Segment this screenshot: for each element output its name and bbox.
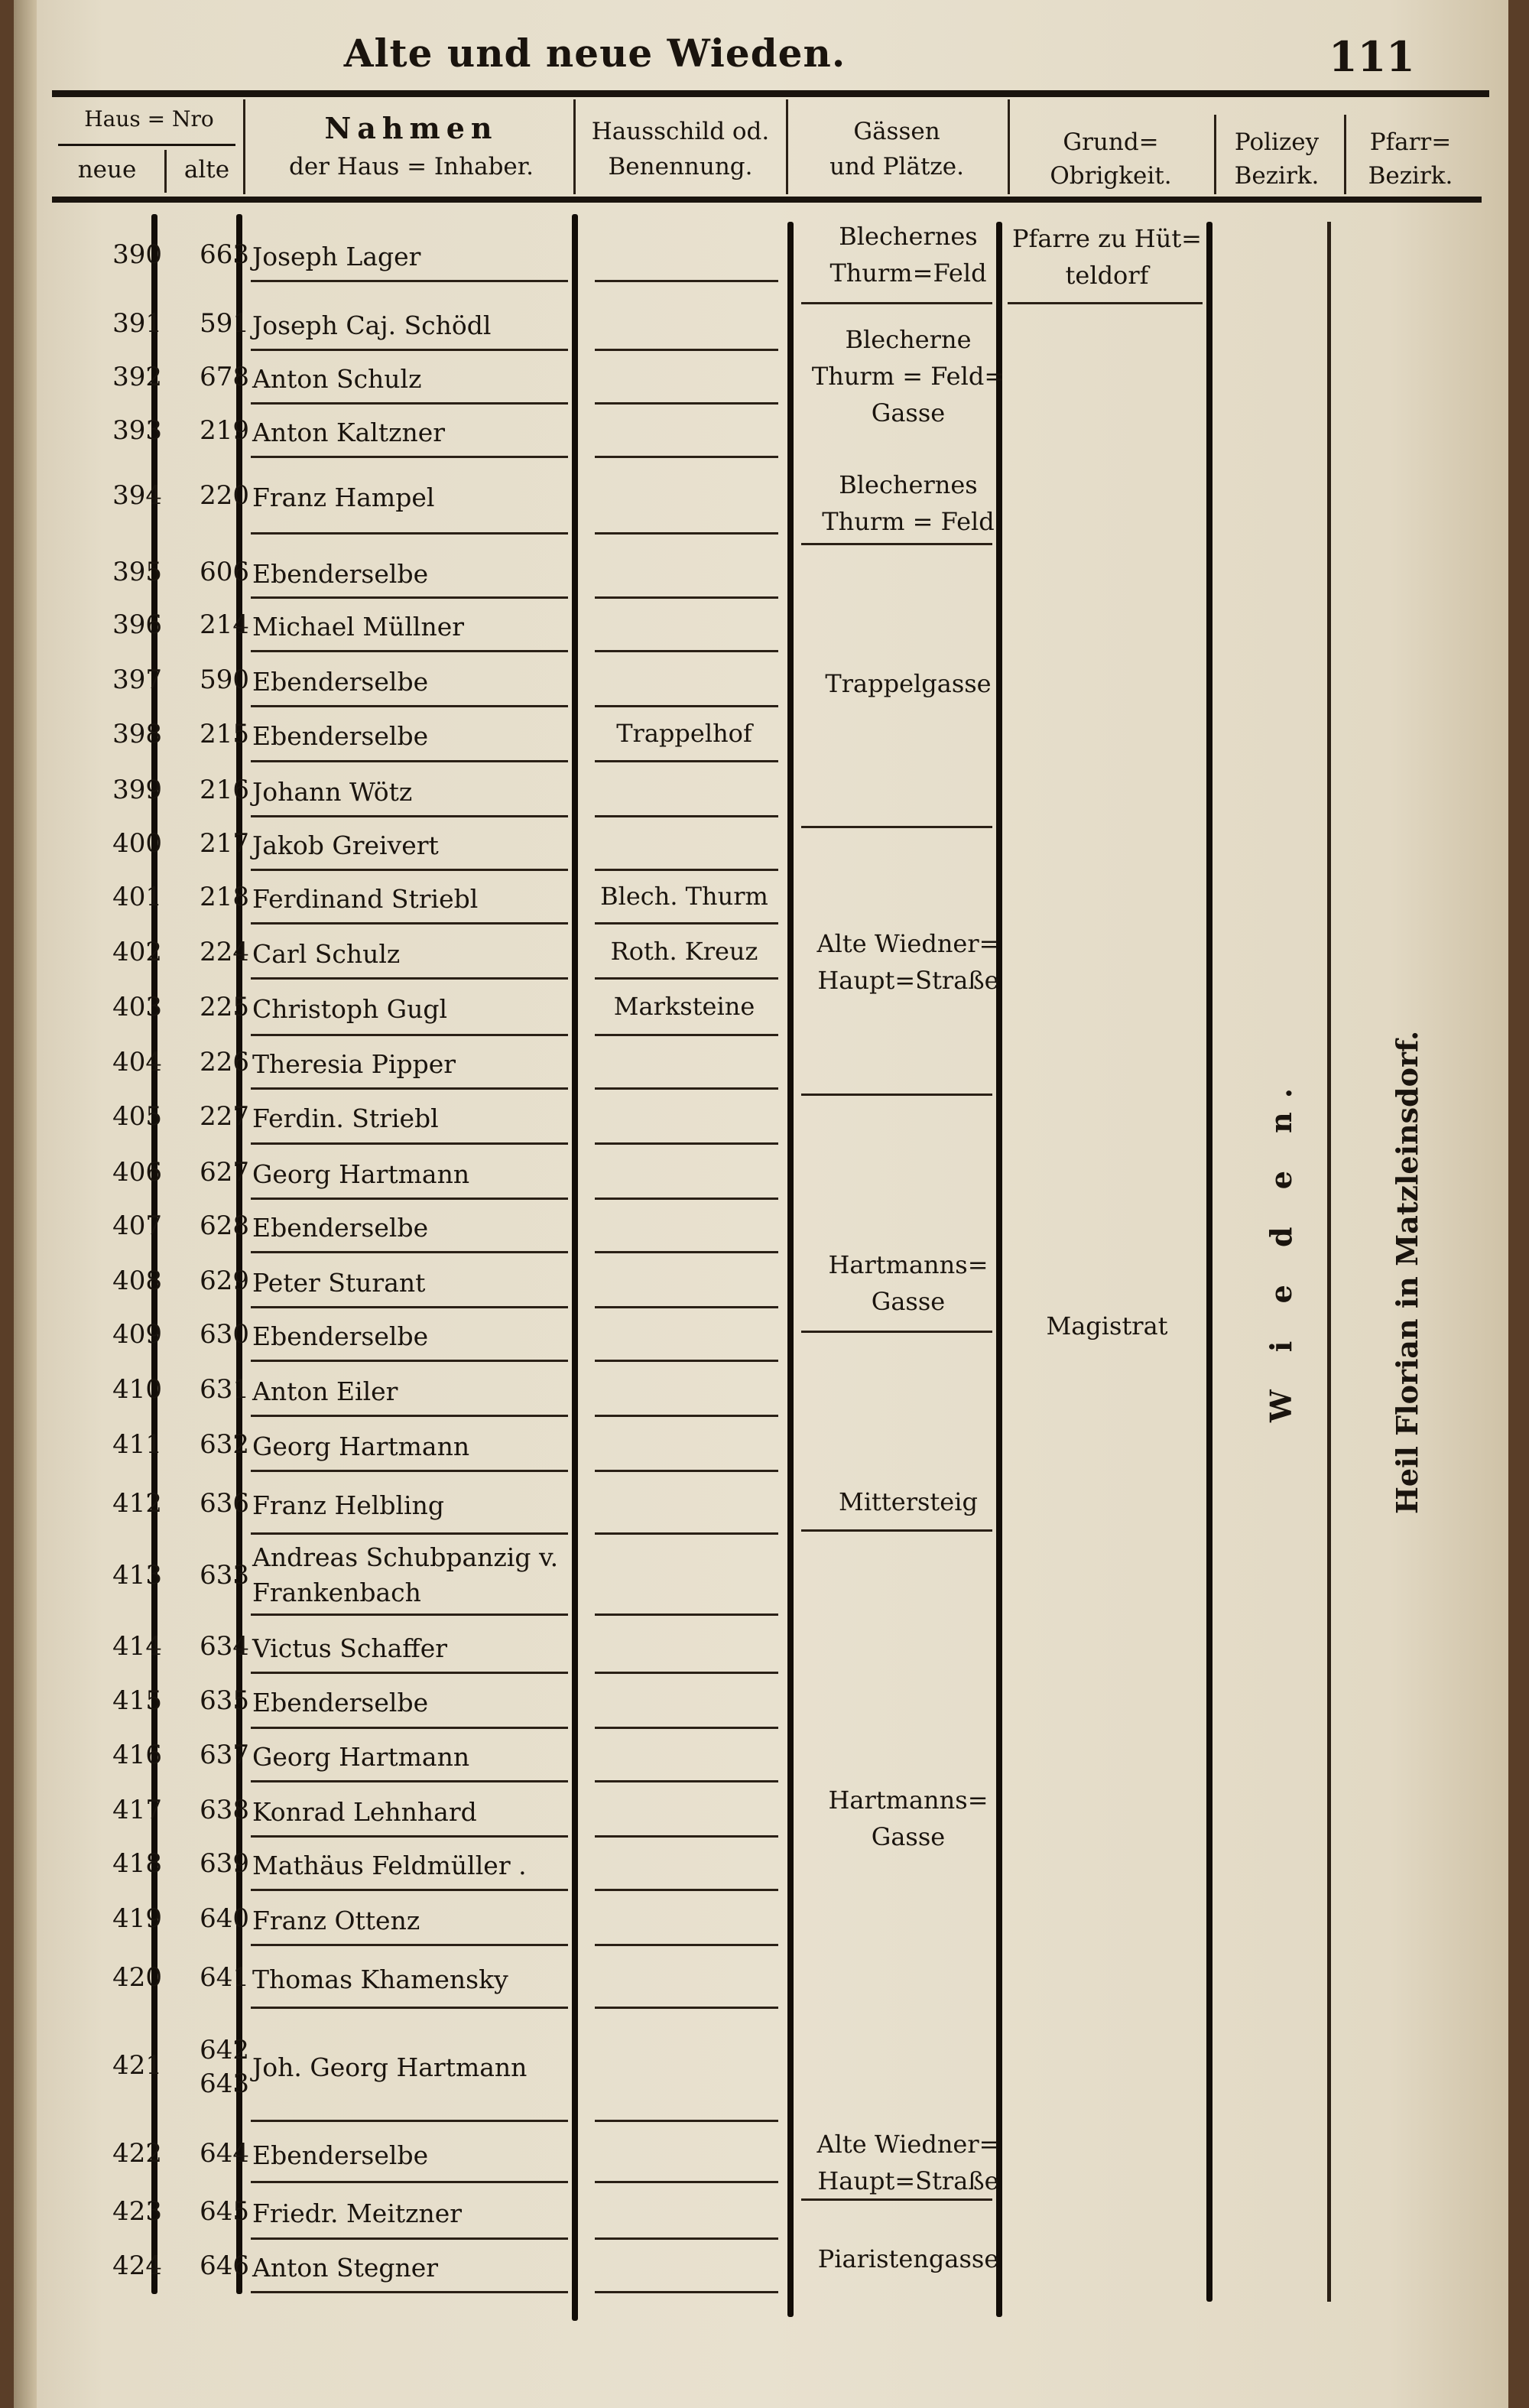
house-number-old: 224 — [200, 937, 249, 967]
street-rule — [801, 1529, 992, 1532]
row-rule — [251, 1532, 568, 1535]
sign-rule — [595, 1142, 778, 1145]
book-page — [14, 0, 1508, 2408]
house-number-new: 418 — [112, 1848, 162, 1879]
sign-rule — [595, 456, 778, 458]
col-inhaber: der Haus = Inhaber. — [288, 153, 534, 180]
sign-rule — [595, 922, 778, 925]
house-number-old: 218 — [200, 882, 249, 912]
owner-name: Joh. Georg Hartmann — [252, 2052, 528, 2082]
header-sep-street — [1008, 99, 1010, 194]
row-rule — [251, 1087, 568, 1090]
house-number-old: 627 — [200, 1157, 249, 1188]
house-number-new: 410 — [112, 1374, 162, 1405]
street-name: Blechernes Thurm=Feld — [829, 222, 987, 288]
header-sep-neue — [164, 150, 167, 193]
table-row — [14, 818, 1508, 872]
table-row — [14, 229, 1508, 283]
street-name: Mittersteig — [839, 1487, 978, 1516]
sign-rule — [595, 1889, 778, 1891]
sign-rule — [595, 1470, 778, 1472]
table-row — [14, 1948, 1508, 2010]
sign-rule — [595, 1251, 778, 1253]
header-bottom-rule — [52, 197, 1482, 203]
haus-nro-divider — [58, 144, 235, 146]
owner-name: Ebenderselbe — [252, 667, 429, 697]
street-name: Alte Wiedner= Haupt=Straße — [816, 929, 1000, 995]
sign-rule — [595, 1613, 778, 1616]
col-pfarr-2: Bezirk. — [1368, 162, 1453, 190]
table-row — [14, 1730, 1508, 1783]
sign-rule — [595, 1944, 778, 1946]
house-number-old: 226 — [200, 1047, 249, 1077]
table-row — [14, 1419, 1508, 1473]
house-number-new: 413 — [112, 1560, 162, 1591]
house-number-old: 214 — [200, 609, 249, 640]
house-number-new: 391 — [112, 308, 162, 339]
sign-rule — [595, 2120, 778, 2122]
house-number-new: 407 — [112, 1210, 162, 1241]
row-rule — [251, 2291, 568, 2293]
house-number-new: 417 — [112, 1795, 162, 1825]
page-title: Alte und neue Wieden. — [343, 31, 846, 76]
owner-name: Johann Wötz — [252, 777, 413, 807]
col-neue: neue — [77, 156, 137, 184]
owner-name: Franz Helbling — [252, 1490, 444, 1520]
owner-name: Georg Hartmann — [252, 1742, 470, 1772]
owner-name: Theresia Pipper — [252, 1049, 456, 1079]
col-alte: alte — [183, 156, 230, 184]
house-number-new: 412 — [112, 1488, 162, 1519]
table-row — [14, 872, 1508, 925]
col-grund-1: Grund= — [1063, 128, 1159, 156]
sign-rule — [595, 650, 778, 652]
sign-rule — [595, 1532, 778, 1535]
table-row — [14, 600, 1508, 653]
header-sep-name — [573, 99, 576, 194]
owner-name: Victus Schaffer — [252, 1633, 447, 1663]
house-number-new: 421 — [112, 2050, 162, 2081]
house-number-old: 640 — [200, 1903, 249, 1934]
house-number-old: 217 — [200, 828, 249, 859]
col-grund-2: Obrigkeit. — [1050, 162, 1172, 190]
sign-rule — [595, 532, 778, 535]
row-rule — [251, 596, 568, 599]
owner-name: Anton Schulz — [252, 364, 422, 394]
owner-name: Michael Müllner — [252, 612, 465, 642]
house-number-old: 636 — [200, 1488, 249, 1519]
table-row — [14, 352, 1508, 405]
row-rule — [251, 1889, 568, 1891]
table-row — [14, 548, 1508, 600]
house-number-new: 403 — [112, 992, 162, 1022]
house-number-old: 635 — [200, 1685, 249, 1716]
house-number-new: 415 — [112, 1685, 162, 1716]
table-row — [14, 2185, 1508, 2241]
house-number-old: 227 — [200, 1101, 249, 1132]
row-rule — [251, 1780, 568, 1782]
house-number-old: 216 — [200, 775, 249, 805]
sign-rule — [595, 705, 778, 707]
sign-rule — [595, 760, 778, 762]
house-number-old: 220 — [200, 480, 249, 511]
street-name: Blechernes Thurm = Feld — [822, 470, 995, 536]
house-number-new: 402 — [112, 937, 162, 967]
row-rule — [251, 1470, 568, 1472]
house-number-old: 642 643 — [200, 2035, 249, 2099]
owner-name: Anton Kaltzner — [252, 418, 446, 447]
row-rule — [251, 1198, 568, 1200]
owner-name: Ebenderselbe — [252, 2140, 429, 2170]
house-number-new: 398 — [112, 719, 162, 749]
table-row — [14, 655, 1508, 708]
house-number-new: 411 — [112, 1429, 162, 1460]
owner-name: Georg Hartmann — [252, 1159, 470, 1189]
header-sep-sign — [786, 99, 788, 194]
sign-rule — [595, 1198, 778, 1200]
house-number-new: 400 — [112, 828, 162, 859]
row-rule — [251, 1306, 568, 1308]
street-name: Blecherne Thurm = Feld= Gasse — [811, 325, 1005, 427]
street-rule — [801, 302, 992, 304]
owner-name: Ebenderselbe — [252, 721, 429, 751]
house-sign: Blech. Thurm — [600, 882, 768, 911]
row-rule — [251, 2237, 568, 2240]
row-rule — [251, 869, 568, 871]
house-number-new: 423 — [112, 2196, 162, 2227]
row-rule — [251, 456, 568, 458]
owner-name: Peter Sturant — [252, 1268, 426, 1298]
house-number-old: 644 — [200, 2138, 249, 2169]
col-polizey-2: Bezirk. — [1234, 162, 1320, 190]
owner-name: Ferdinand Striebl — [252, 884, 479, 914]
street-name: Piaristengasse — [817, 2244, 999, 2273]
sign-rule — [595, 1360, 778, 1362]
house-number-new: 404 — [112, 1047, 162, 1077]
house-number-new: 422 — [112, 2138, 162, 2169]
house-number-new: 405 — [112, 1101, 162, 1132]
sign-rule — [595, 1087, 778, 1090]
sign-rule — [595, 1727, 778, 1729]
house-number-old: 628 — [200, 1210, 249, 1241]
house-number-old: 634 — [200, 1631, 249, 1662]
house-sign: Roth. Kreuz — [610, 937, 758, 966]
house-number-old: 646 — [200, 2250, 249, 2281]
col-nahmen: Nahmen — [324, 111, 498, 145]
owner-name: Joseph Caj. Schödl — [252, 310, 492, 340]
street-rule — [801, 543, 992, 545]
sign-rule — [595, 1835, 778, 1838]
table-row — [14, 298, 1508, 352]
street-name: Trappelgasse — [825, 669, 992, 698]
table-row — [14, 1675, 1508, 1730]
owner-name: Ebenderselbe — [252, 1321, 429, 1351]
house-number-new: 396 — [112, 609, 162, 640]
sign-rule — [595, 2291, 778, 2293]
owner-name: Georg Hartmann — [252, 1431, 470, 1461]
owner-name: Joseph Lager — [252, 242, 421, 271]
street-rule — [801, 2198, 992, 2201]
pfarr-bezirk-label: Heil Florian in Matzleinsdorf. — [1390, 1030, 1424, 1514]
col-hausschild-2: Benennung. — [608, 153, 753, 180]
house-number-old: 631 — [200, 1374, 249, 1405]
street-name: Hartmanns= Gasse — [828, 1786, 988, 1851]
owner-name: Anton Eiler — [252, 1376, 398, 1406]
polizey-bezirk-label: W i e d e n. — [1264, 1074, 1298, 1422]
row-rule — [251, 705, 568, 707]
sign-rule — [595, 402, 778, 405]
row-rule — [251, 977, 568, 980]
house-number-new: 395 — [112, 557, 162, 587]
table-row — [14, 1537, 1508, 1617]
owner-name: Friedr. Meitzner — [252, 2198, 463, 2228]
house-number-old: 629 — [200, 1266, 249, 1296]
owner-name: Ebenderselbe — [252, 1688, 429, 1717]
row-rule — [251, 280, 568, 282]
row-rule — [251, 760, 568, 762]
row-rule — [251, 650, 568, 652]
col-gassen-1: Gässen — [853, 118, 940, 145]
sign-rule — [595, 2237, 778, 2240]
col-haus-nro: Haus = Nro — [84, 106, 214, 132]
house-number-new: 416 — [112, 1740, 162, 1770]
house-sign: Trappelhof — [616, 719, 752, 748]
table-row — [14, 1785, 1508, 1838]
sign-rule — [595, 869, 778, 871]
table-row — [14, 405, 1508, 459]
street-rule — [801, 826, 992, 828]
owner-name: Thomas Khamensky — [252, 1964, 508, 1994]
sign-rule — [595, 1672, 778, 1674]
sign-rule — [595, 280, 778, 282]
row-rule — [251, 532, 568, 535]
row-rule — [251, 1613, 568, 1616]
house-number-old: 630 — [200, 1319, 249, 1350]
house-number-new: 390 — [112, 239, 162, 270]
header-sep-polizey — [1344, 115, 1346, 194]
table-row — [14, 2241, 1508, 2294]
table-row — [14, 2011, 1508, 2123]
owner-name: Ebenderselbe — [252, 1213, 429, 1243]
row-rule — [251, 1415, 568, 1417]
house-number-old: 663 — [200, 239, 249, 270]
owner-name: Ferdin. Striebl — [252, 1103, 439, 1133]
street-rule — [801, 1094, 992, 1096]
house-number-old: 591 — [200, 308, 249, 339]
table-row — [14, 927, 1508, 980]
house-number-new: 414 — [112, 1631, 162, 1662]
owner-name: Christoph Gugl — [252, 994, 448, 1024]
table-row — [14, 1893, 1508, 1947]
house-number-new: 420 — [112, 1962, 162, 1993]
sign-rule — [595, 977, 778, 980]
header-top-rule — [52, 90, 1489, 97]
row-rule — [251, 1360, 568, 1362]
house-number-new: 424 — [112, 2250, 162, 2281]
house-number-old: 215 — [200, 719, 249, 749]
street-name: Alte Wiedner= Haupt=Straße — [816, 2130, 1000, 2195]
house-number-new: 401 — [112, 882, 162, 912]
row-rule — [251, 2181, 568, 2183]
house-number-old: 633 — [200, 1560, 249, 1591]
obrigkeit-name: Pfarre zu Hüt= teldorf — [1012, 224, 1202, 290]
house-number-new: 419 — [112, 1903, 162, 1934]
house-number-new: 392 — [112, 362, 162, 392]
table-row — [14, 980, 1508, 1037]
table-row — [14, 1838, 1508, 1892]
row-rule — [251, 2007, 568, 2009]
sign-rule — [595, 2007, 778, 2009]
row-rule — [251, 1944, 568, 1946]
house-number-old: 637 — [200, 1740, 249, 1770]
obrigkeit-rule — [1008, 302, 1203, 304]
street-rule — [801, 1331, 992, 1333]
row-rule — [251, 402, 568, 405]
col-polizey-1: Polizey — [1234, 128, 1320, 156]
sign-rule — [595, 1306, 778, 1308]
row-rule — [251, 922, 568, 925]
house-number-old: 641 — [200, 1962, 249, 1993]
table-row — [14, 1621, 1508, 1675]
table-row — [14, 2126, 1508, 2184]
house-number-old: 638 — [200, 1795, 249, 1825]
house-number-new: 406 — [112, 1157, 162, 1188]
row-rule — [251, 1034, 568, 1036]
owner-name: Ebenderselbe — [252, 559, 429, 589]
row-rule — [251, 1835, 568, 1838]
col-hausschild-1: Hausschild od. — [591, 118, 770, 145]
row-rule — [251, 349, 568, 351]
sign-rule — [595, 2181, 778, 2183]
sign-rule — [595, 349, 778, 351]
sign-rule — [595, 1415, 778, 1417]
owner-name: Andreas Schubpanzig v. Frankenbach — [252, 1542, 559, 1607]
house-number-new: 397 — [112, 665, 162, 695]
house-number-new: 394 — [112, 480, 162, 511]
row-rule — [251, 1142, 568, 1145]
row-rule — [251, 1727, 568, 1729]
house-sign: Marksteine — [613, 992, 755, 1021]
owner-name: Franz Hampel — [252, 483, 435, 512]
sign-rule — [595, 596, 778, 599]
row-rule — [251, 2120, 568, 2122]
house-number-new: 409 — [112, 1319, 162, 1350]
house-number-new: 408 — [112, 1266, 162, 1296]
col-pfarr-1: Pfarr= — [1369, 128, 1452, 156]
owner-name: Mathäus Feldmüller . — [252, 1851, 527, 1880]
row-rule — [251, 1672, 568, 1674]
row-rule — [251, 815, 568, 817]
header-sep-obrig — [1214, 115, 1216, 194]
house-number-old: 590 — [200, 665, 249, 695]
sign-rule — [595, 1034, 778, 1036]
header-sep-alte — [243, 99, 245, 194]
house-number-old: 219 — [200, 415, 249, 446]
col-gassen-2: und Plätze. — [829, 153, 964, 180]
sign-rule — [595, 815, 778, 817]
owner-name: Anton Stegner — [252, 2253, 439, 2283]
house-number-new: 393 — [112, 415, 162, 446]
page-number: 111 — [1329, 32, 1415, 81]
owner-name: Jakob Greivert — [252, 830, 439, 860]
house-number-old: 606 — [200, 557, 249, 587]
house-number-old: 639 — [200, 1848, 249, 1879]
obrigkeit-name: Magistrat — [1046, 1311, 1168, 1340]
sign-rule — [595, 1780, 778, 1782]
owner-name: Konrad Lehnhard — [252, 1797, 477, 1827]
table-row — [14, 708, 1508, 763]
owner-name: Franz Ottenz — [252, 1906, 420, 1935]
house-number-new: 399 — [112, 775, 162, 805]
house-number-old: 645 — [200, 2196, 249, 2227]
house-number-old: 632 — [200, 1429, 249, 1460]
owner-name: Carl Schulz — [252, 939, 401, 969]
row-rule — [251, 1251, 568, 1253]
house-number-old: 678 — [200, 362, 249, 392]
table-row — [14, 765, 1508, 818]
house-number-old: 225 — [200, 992, 249, 1022]
street-name: Hartmanns= Gasse — [828, 1250, 988, 1316]
table-row — [14, 1474, 1508, 1535]
table-row — [14, 459, 1508, 535]
